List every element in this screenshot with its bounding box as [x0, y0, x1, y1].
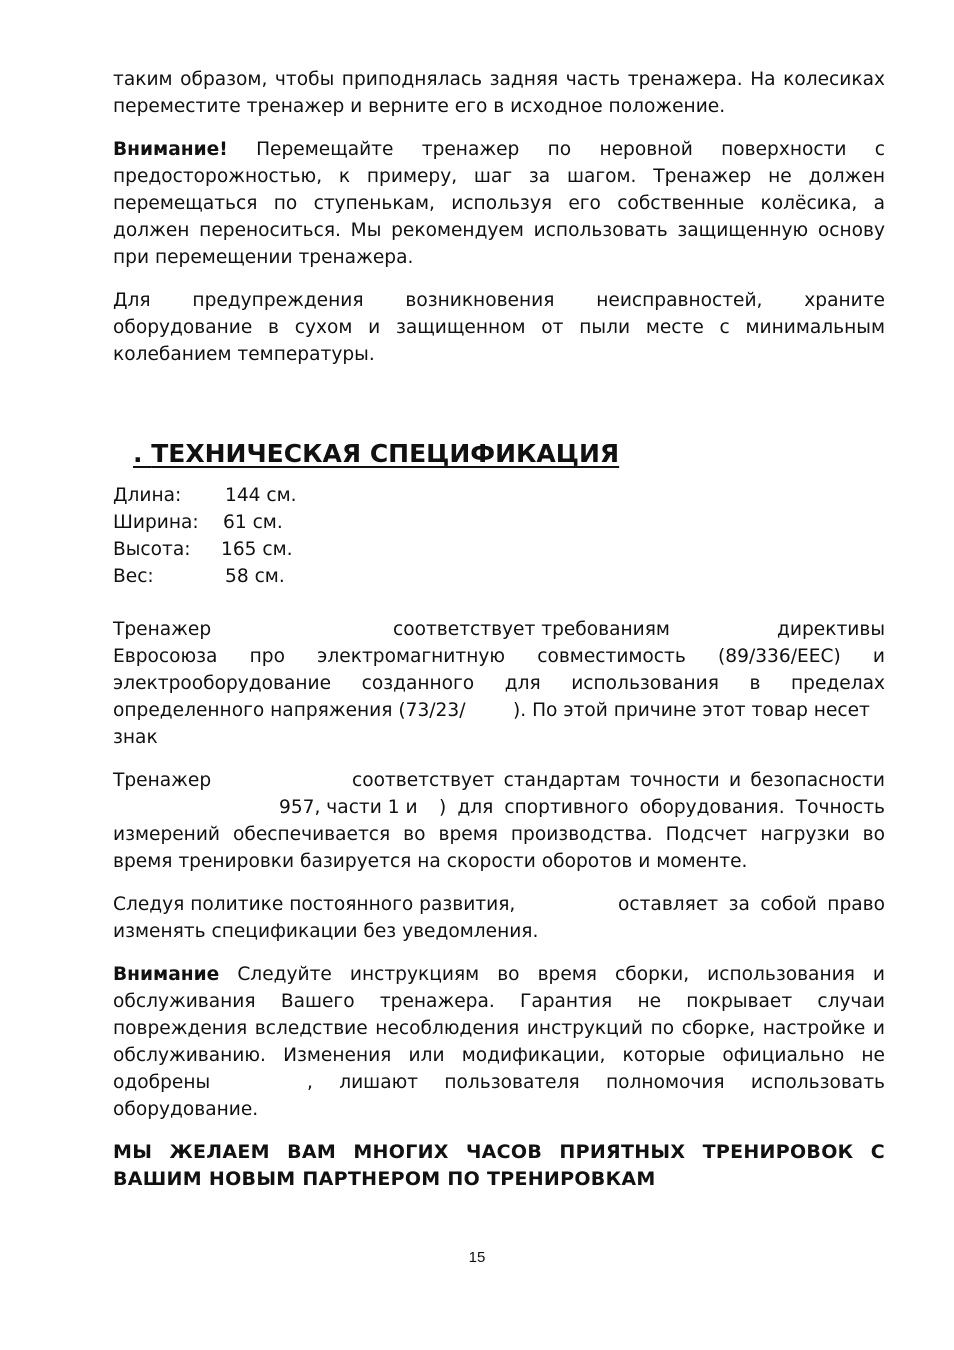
spec-value: 165 см. [221, 539, 293, 560]
text-span: одобрены [113, 1072, 211, 1093]
text-span: соответствует требованиям [393, 619, 670, 640]
text-span: определенного напряжения (73/23/ [113, 700, 466, 721]
text-line [113, 136, 885, 163]
closing-line: ВАШИМ НОВЫМ ПАРТНЕРОМ ПО ТРЕНИРОВКАМ [113, 1168, 656, 1190]
text-line: обслуживанию. Изменения или модификации, которые официально не [113, 1045, 885, 1066]
text-line: при перемещении тренажера. [113, 247, 414, 268]
spec-list [113, 482, 885, 590]
spec-value: 144 см. [225, 485, 297, 506]
spec-label: Длина: [113, 485, 182, 506]
text-line [113, 697, 885, 724]
text-span: , лишают пользователя полномочия использовать [307, 1072, 885, 1093]
text-span: директивы [777, 619, 885, 640]
document-page [113, 66, 885, 1193]
closing-message [113, 1139, 885, 1193]
spec-row-weight [113, 563, 885, 590]
text-line [113, 767, 885, 794]
spec-row-width [113, 509, 885, 536]
text-line: переместите тренажер и верните его в исходное положение. [113, 96, 726, 117]
text-span: Тренажер [113, 619, 212, 640]
warning-lead: Внимание! [113, 139, 228, 160]
paragraph-warning-warranty [113, 961, 885, 1123]
section-title: ТЕХНИЧЕСКАЯ СПЕЦИФИКАЦИЯ [151, 439, 620, 468]
text-line: время тренировки базируется на скорости оборотов и моменте. [113, 851, 748, 872]
text-span: Перемещайте тренажер по неровной поверхности с [256, 139, 885, 160]
section-heading [113, 438, 885, 470]
paragraph-standards [113, 767, 885, 875]
spec-label: Ширина: [113, 512, 199, 533]
text-line [113, 616, 885, 643]
text-line: оборудование в сухом и защищенном от пыли месте с минимальным [113, 317, 885, 338]
paragraph-moving [113, 66, 885, 120]
spec-value: 61 см. [223, 512, 283, 533]
text-line [113, 891, 885, 918]
text-line: электрооборудование созданного для использования в пределах [113, 673, 885, 694]
text-line: оборудование. [113, 1099, 259, 1120]
closing-line: МЫ ЖЕЛАЕМ ВАМ МНОГИХ ЧАСОВ ПРИЯТНЫХ ТРЕНИРОВОК С [113, 1141, 885, 1163]
text-line [113, 1069, 885, 1096]
section-heading-text [113, 439, 619, 468]
text-line: Для предупреждения возникновения неисправностей, храните [113, 290, 885, 311]
spec-row-length [113, 482, 885, 509]
text-span: ) для спортивного оборудования. Точность [439, 797, 885, 818]
paragraph-storage [113, 287, 885, 368]
blank-gap [113, 794, 279, 821]
text-line [113, 961, 885, 988]
text-line: измерений обеспечивается во время производства. Подсчет нагрузки во [113, 824, 885, 845]
warning-lead: Внимание [113, 964, 220, 985]
spec-row-height [113, 536, 885, 563]
text-line: повреждения вследствие несоблюдения инструкций по сборке, настройке и [113, 1018, 885, 1039]
text-line: знак [113, 727, 158, 748]
spec-label: Вес: [113, 566, 154, 587]
text-line: должен переноситься. Мы рекомендуем использовать защищенную основу [113, 220, 885, 241]
text-line: таким образом, чтобы приподнялась задняя часть тренажера. На колесиках [113, 69, 885, 90]
text-line [113, 794, 885, 821]
paragraph-eu-directive [113, 616, 885, 751]
text-span: 957, части 1 и [279, 797, 418, 818]
text-line: предосторожностью, к примеру, шаг за шагом. Тренажер не должен [113, 166, 885, 187]
text-span: Тренажер [113, 770, 212, 791]
spec-value: 58 см. [225, 566, 285, 587]
section-number-sep: . [133, 439, 152, 468]
text-line: обслуживания Вашего тренажера. Гарантия не покрывает случаи [113, 991, 885, 1012]
text-span: Следуйте инструкциям во время сборки, использования и [237, 964, 885, 985]
page-number: 15 [468, 1249, 486, 1266]
text-line: колебанием температуры. [113, 344, 375, 365]
text-line: Евросоюза про электромагнитную совместимость (89/336/EEC) и [113, 646, 885, 667]
text-line: перемещаться по ступенькам, используя его собственные колёсика, а [113, 193, 885, 214]
spec-label: Высота: [113, 539, 191, 560]
text-span: Следуя политике постоянного развития, [113, 894, 516, 915]
text-span: оставляет за собой право [618, 894, 885, 915]
paragraph-policy [113, 891, 885, 945]
text-line: изменять спецификации без уведомления. [113, 921, 539, 942]
text-span: соответствует стандартам точности и безопасности [352, 770, 885, 791]
text-span: ). По этой причине этот товар несет [513, 700, 870, 721]
paragraph-warning-moving [113, 136, 885, 271]
